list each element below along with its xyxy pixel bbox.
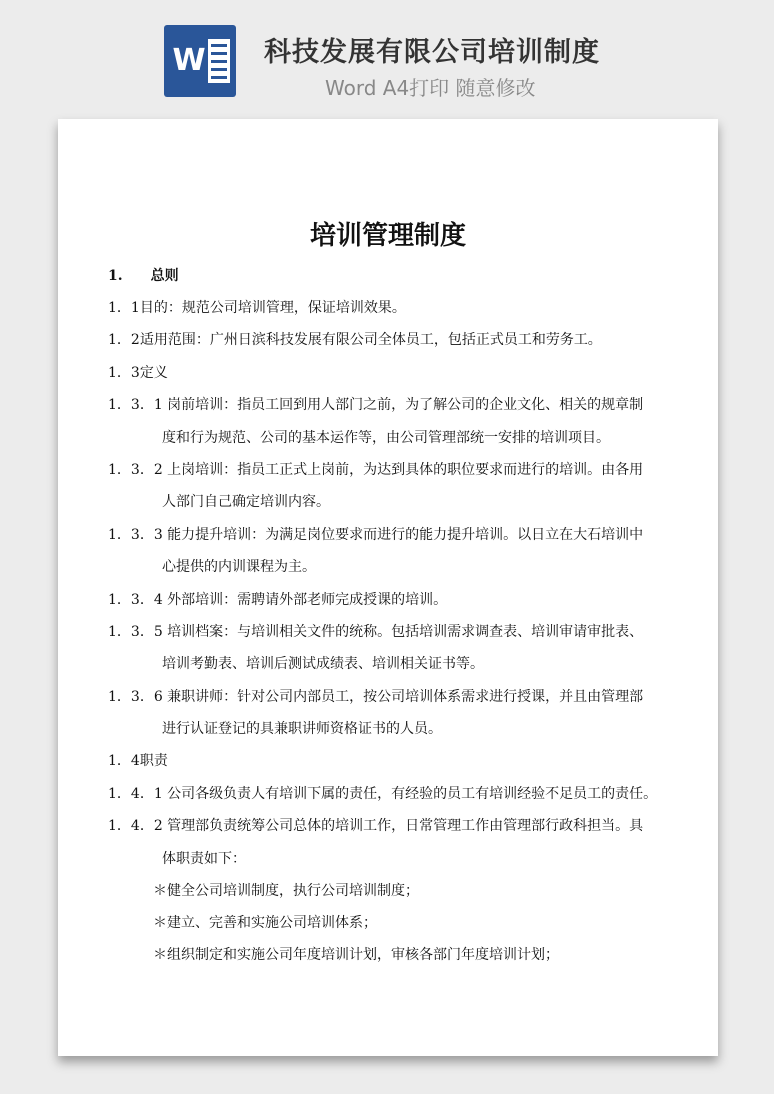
header — [0, 0, 774, 110]
paragraph-line: 进行认证登记的具兼职讲师资格证书的人员。 — [162, 721, 442, 737]
paragraph-line: 人部门自己确定培训内容。 — [162, 494, 330, 510]
paragraph-line: 1．3．4 外部培训：需聘请外部老师完成授课的培训。 — [108, 592, 448, 608]
paragraph-line: 培训考勤表、培训后测试成绩表、培训相关证书等。 — [162, 656, 484, 672]
word-icon — [164, 25, 236, 97]
header-subtitle: Word A4打印 随意修改 — [325, 76, 536, 100]
paragraph-line: 1．4职责 — [108, 753, 168, 769]
bullet-item: ＊健全公司培训制度，执行公司培训制度； — [153, 883, 419, 899]
document-page — [58, 119, 718, 1056]
paragraph-line: 1．3．3 能力提升培训：为满足岗位要求而进行的能力提升培训。以日立在大石培训中 — [108, 527, 644, 543]
paragraph-line: 1．1目的：规范公司培训管理，保证培训效果。 — [108, 300, 406, 316]
bullet-item: ＊建立、完善和实施公司培训体系； — [153, 915, 377, 931]
paragraph-line: 1．4．2 管理部负责统筹公司总体的培训工作，日常管理工作由管理部行政科担当。具 — [108, 818, 644, 834]
word-icon-letter: W — [172, 43, 206, 78]
document-title: 培训管理制度 — [309, 221, 466, 251]
header-title: 科技发展有限公司培训制度 — [264, 37, 600, 68]
paragraph-line: 1．3．5 培训档案：与培训相关文件的统称。包括培训需求调查表、培训审请审批表、 — [108, 624, 644, 640]
section-heading: 1. 总则 — [108, 268, 179, 284]
paragraph-line: 1．3定义 — [108, 365, 168, 381]
paragraph-line: 1．3．2 上岗培训：指员工正式上岗前，为达到具体的职位要求而进行的培训。由各用 — [108, 462, 644, 478]
paragraph-line: 1．4．1 公司各级负责人有培训下属的责任，有经验的员工有培训经验不足员工的责任。 — [108, 786, 658, 802]
paragraph-line: 心提供的内训课程为主。 — [162, 559, 316, 575]
paragraph-line: 体职责如下： — [162, 851, 246, 867]
paragraph-line: 1．3．6 兼职讲师：针对公司内部员工，按公司培训体系需求进行授课，并且由管理部 — [108, 689, 644, 705]
paragraph-line: 1．3．1 岗前培训：指员工回到用人部门之前，为了解公司的企业文化、相关的规章制 — [108, 397, 644, 413]
paragraph-line: 度和行为规范、公司的基本运作等，由公司管理部统一安排的培训项目。 — [162, 430, 610, 446]
paragraph-line: 1．2适用范围：广州日滨科技发展有限公司全体员工，包括正式员工和劳务工。 — [108, 332, 602, 348]
word-icon-lines — [208, 39, 230, 83]
bullet-item: ＊组织制定和实施公司年度培训计划，审核各部门年度培训计划； — [153, 947, 559, 963]
